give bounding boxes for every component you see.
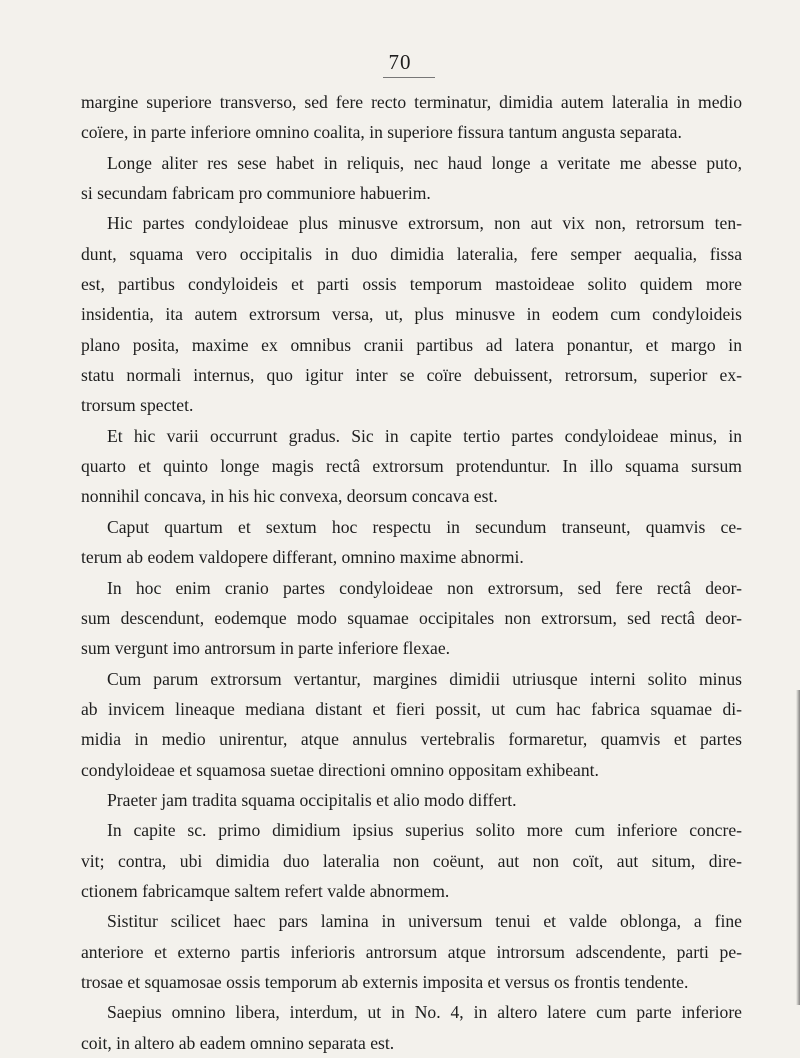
body-text xyxy=(81,87,742,1058)
text-line: Hic partes condyloideae plus minusve extrorsum, non aut vix non, retrorsum ten- xyxy=(107,213,742,234)
text-line: insidentia, ita autem extrorsum versa, ut, plus minusve in eodem cum condyloideis xyxy=(81,304,742,325)
paragraph xyxy=(81,87,742,148)
text-line: margine superiore transverso, sed fere recto terminatur, dimidia autem lateralia in medio xyxy=(81,92,742,112)
text-line: Longe aliter res sese habet in reliquis, nec haud longe a veritate me abesse puto, xyxy=(107,152,742,173)
text-line: sum vergunt imo antrorsum in parte inferiore flexae. xyxy=(81,638,451,659)
page-number: 70 xyxy=(388,50,412,74)
paragraph xyxy=(81,512,742,573)
text-line: coïere, in parte inferiore omnino coalita, in superiore fissura tantum angusta separata. xyxy=(81,122,682,143)
paragraph xyxy=(81,573,742,664)
paragraph xyxy=(81,421,742,512)
text-line: In capite sc. primo dimidium ipsius superius solito more cum inferiore concre- xyxy=(107,820,742,841)
text-line: plano posita, maxime ex omnibus cranii partibus ad latera ponantur, et margo in xyxy=(81,334,742,355)
paragraph xyxy=(81,785,742,815)
text-line: Sistitur scilicet haec pars lamina in universum tenui et valde oblonga, a fine xyxy=(107,911,742,932)
text-line: ctionem fabricamque saltem refert valde abnormem. xyxy=(81,880,450,901)
text-line: si secundam fabricam pro communiore habuerim. xyxy=(81,183,431,204)
page-number-rule xyxy=(383,77,435,78)
text-line: coit, in altero ab eadem omnino separata est. xyxy=(81,1032,395,1053)
text-line: sum descendunt, eodemque modo squamae occipitales non extrorsum, sed rectâ deor- xyxy=(81,607,742,628)
text-line: condyloideae et squamosa suetae directioni omnino oppositam exhibeant. xyxy=(81,759,599,780)
paragraph xyxy=(81,906,742,997)
text-line: In hoc enim cranio partes condyloideae non extrorsum, sed fere rectâ deor- xyxy=(107,577,742,598)
paragraph xyxy=(81,997,742,1058)
text-line: anteriore et externo partis inferioris antrorsum atque introrsum adscendente, parti pe- xyxy=(81,941,742,962)
paragraph xyxy=(81,148,742,209)
text-line: statu normali internus, quo igitur inter se coïre debuissent, retrorsum, superior ex- xyxy=(81,365,742,386)
text-line: Praeter jam tradita squama occipitalis et alio modo differt. xyxy=(107,789,517,810)
paragraph xyxy=(81,664,742,785)
text-line: terum ab eodem valdopere differant, omnino maxime abnormi. xyxy=(81,547,524,568)
text-line: Et hic varii occurrunt gradus. Sic in capite tertio partes condyloideae minus, in xyxy=(107,425,742,446)
text-line: trosae et squamosae ossis temporum ab externis imposita et versus os frontis tendente. xyxy=(81,971,689,992)
text-line: Caput quartum et sextum hoc respectu in secundum transeunt, quamvis ce- xyxy=(107,516,742,537)
paragraph xyxy=(81,815,742,906)
text-line: quarto et quinto longe magis rectâ extrorsum protenduntur. In illo squama sursum xyxy=(81,456,742,477)
text-line: dunt, squama vero occipitalis in duo dimidia lateralia, fere semper aequalia, fissa xyxy=(81,243,742,264)
text-line: Cum parum extrorsum vertantur, margines dimidii utriusque interni solito minus xyxy=(107,668,742,689)
text-line: est, partibus condyloideis et parti ossis temporum mastoideae solito quidem more xyxy=(81,274,742,295)
text-line: ab invicem lineaque mediana distant et fieri possit, ut cum hac fabrica squamae di- xyxy=(81,698,742,719)
paragraph xyxy=(81,208,742,420)
binding-edge xyxy=(796,690,800,1005)
text-line: Saepius omnino libera, interdum, ut in No. 4, in altero latere cum parte inferiore xyxy=(107,1002,742,1023)
text-line: trorsum spectet. xyxy=(81,395,194,416)
text-line: vit; contra, ubi dimidia duo lateralia non coëunt, aut non coït, aut situm, dire- xyxy=(81,850,742,871)
text-line: midia in medio unirentur, atque annulus vertebralis formaretur, quamvis et partes xyxy=(81,729,742,750)
text-line: nonnihil concava, in his hic convexa, deorsum concava est. xyxy=(81,486,498,507)
